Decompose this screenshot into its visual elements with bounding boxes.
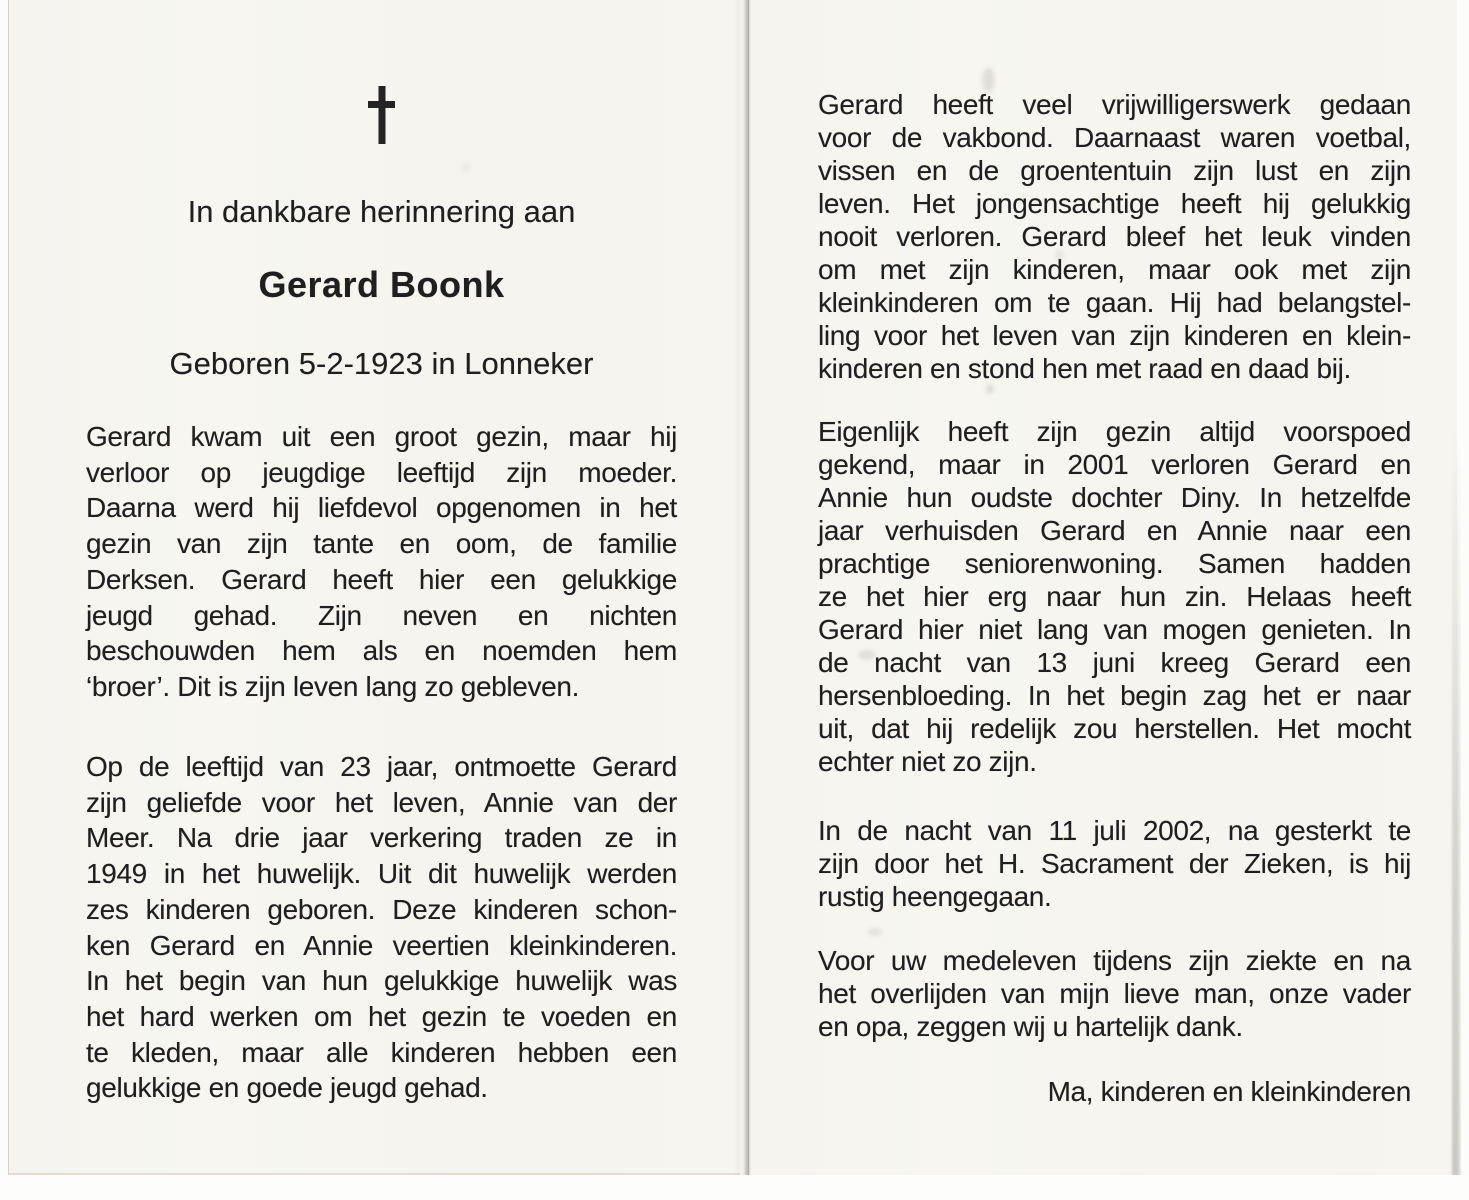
scan-smudge [986,384,994,394]
text-line: en opa, zeggen wij u hartelijk dank. [818,1011,1243,1042]
text-line: ‘broer’. Dit is zijn leven lang zo gebleven. [86,670,580,702]
text-line: gezin van zijn tante en oom, de familie [86,528,677,560]
text-line: Eigenlijk heeft zijn gezin altijd voorspoed [818,416,1411,447]
text-line: ling voor het leven van zijn kinderen en klein- [818,320,1411,351]
text-line: Gerard heeft veel vrijwilligerswerk gedaan [818,89,1411,120]
intro-line: In dankbare herinnering aan [187,194,576,229]
text-line: de nacht van 13 juni kreeg Gerard een [818,647,1411,678]
text-line: ze het hier erg naar hun zin. Helaas heeft [818,581,1411,612]
text-line: In de nacht van 11 juli 2002, na gesterkt te [818,815,1411,846]
text-line: Meer. Na drie jaar verkering traden ze in [86,822,677,854]
text-line: Annie hun oudste dochter Diny. In hetzelfde [818,482,1411,513]
text-line: prachtige seniorenwoning. Samen hadden [818,548,1411,579]
scan-background-strip [0,1175,1469,1200]
text-line: ken Gerard en Annie veertien kleinkinderen. [86,929,677,961]
scan-smudge [868,928,882,936]
paragraph-youth [86,419,677,705]
text-line: echter niet zo zijn. [818,746,1037,777]
text-line: het hard werken om het gezin te voeden en [86,1000,677,1032]
text-line: vissen en de groententuin zijn lust en zijn [818,155,1411,186]
text-line: uit, dat hij redelijk zou herstellen. Het mocht [818,713,1411,744]
text-line: Daarna werd hij liefdevol opgenomen in het [86,492,677,524]
text-line: om met zijn kinderen, maar ook met zijn [818,254,1411,285]
paragraph-later-life [818,415,1411,778]
text-line: In het begin van hun gelukkige huwelijk was [86,965,677,997]
text-line: jeugd gehad. Zijn neven en nichten [86,599,677,631]
text-line: Op de leeftijd van 23 jaar, ontmoette Gerard [86,751,677,782]
text-line: het overlijden van mijn lieve man, onze vader [818,978,1411,1009]
text-line: nooit verloren. Gerard bleef het leuk vinden [818,221,1411,252]
text-line: rustig heengegaan. [818,881,1052,912]
text-line: beschouwden hem als en noemden hem [86,635,677,667]
text-line: zes kinderen geboren. Deze kinderen schon- [86,893,677,925]
text-line: verloor op jeugdige leeftijd zijn moeder. [86,456,677,488]
text-line: leven. Het jongensachtige heeft hij gelukkig [818,188,1411,219]
paragraph-thanks [818,944,1411,1043]
text-line: Gerard hier niet lang van mogen genieten. In [818,614,1411,645]
scan-smudge [461,163,471,172]
paragraph-marriage [86,749,677,1106]
text-line: kleinkinderen om te gaan. Hij had belangstel- [818,287,1411,318]
text-line: zijn geliefde voor het leven, Annie van der [86,786,677,818]
text-line: zijn door het H. Sacrament der Zieken, is hij [818,848,1411,879]
text-line: voor de vakbond. Daarnaast waren voetbal, [818,122,1411,153]
text-line: 1949 in het huwelijk. Uit dit huwelijk werden [86,858,677,890]
text-line: gekend, maar in 2001 verloren Gerard en [818,449,1411,480]
text-line: hersenbloeding. In het begin zag het er naar [818,680,1411,711]
deceased-name: Gerard Boonk [258,264,505,305]
text-line: jaar verhuisden Gerard en Annie naar een [818,515,1411,546]
birth-line: Geboren 5-2-1923 in Lonneker [169,346,594,381]
text-line: Derksen. Gerard heeft hier een gelukkige [86,563,677,595]
memorial-card-right-page [750,0,1457,1178]
paragraph-passing [818,814,1411,913]
text-line: Gerard kwam uit een groot gezin, maar hij [86,421,677,452]
memorial-card-left-page [8,0,740,1175]
text-line: kinderen en stond hen met raad en daad bij. [818,353,1351,384]
latin-cross-icon [86,86,677,144]
text-line: Voor uw medeleven tijdens zijn ziekte en na [818,945,1411,976]
paragraph-volunteer-work [818,88,1411,385]
text-line: gelukkige en goede jeugd gehad. [86,1072,488,1104]
text-line: te kleden, maar alle kinderen hebben een [86,1036,677,1068]
signature-line: Ma, kinderen en kleinkinderen [1047,1076,1411,1107]
